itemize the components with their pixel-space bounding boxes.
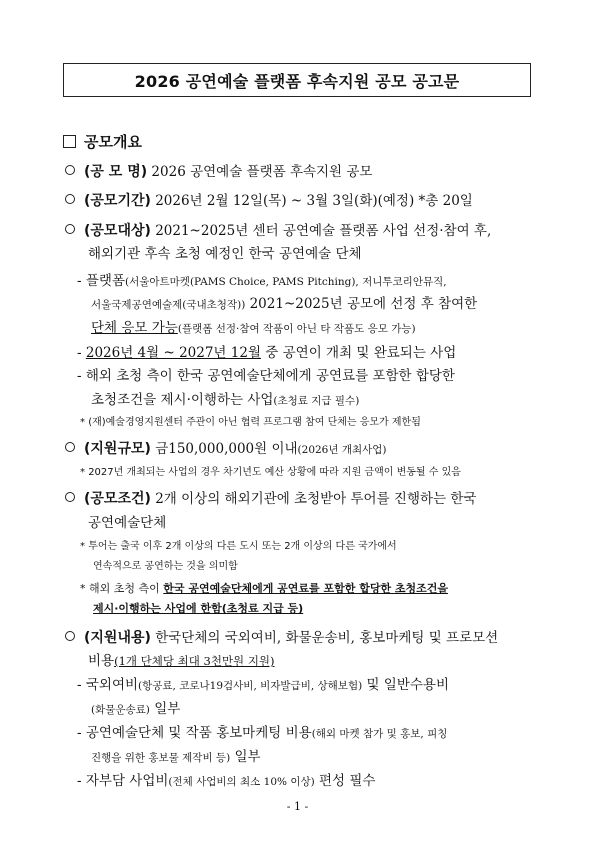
bullet-small: (화물운송료) bbox=[91, 704, 150, 716]
bullet-invite-cont bbox=[91, 388, 359, 408]
bullet-text: 중 공연이 개최 및 완료되는 사업 bbox=[260, 345, 457, 361]
item-text: 2021~2025년 센터 공연예술 플랫폼 사업 선정·참여 후, bbox=[155, 223, 492, 239]
dash-bullet: - bbox=[77, 368, 86, 384]
asterisk: * bbox=[80, 417, 89, 428]
note-restriction bbox=[80, 413, 421, 428]
checkbox-square-icon bbox=[63, 135, 76, 148]
bullet-text: 및 일반수용비 bbox=[362, 677, 450, 693]
bullet-text: 국외여비 bbox=[85, 677, 139, 693]
bullet-small: (초청료 지급 필수) bbox=[273, 395, 360, 407]
bullet-small: 서울국제공연예술제(국내초청작)) bbox=[91, 299, 246, 311]
item-label: (지원규모) bbox=[84, 441, 151, 457]
item-text: 비용 bbox=[88, 653, 115, 669]
item-target bbox=[65, 219, 491, 240]
circle-bullet-icon bbox=[65, 224, 75, 234]
circle-bullet-icon bbox=[65, 442, 75, 452]
item-text-cont: 공연예술단체 bbox=[88, 515, 167, 531]
item-label: (공모대상) bbox=[84, 223, 151, 239]
page-title: 2026 공연예술 플랫폼 후속지원 공모 공고문 bbox=[63, 63, 531, 97]
note-tour bbox=[80, 537, 397, 552]
dash-bullet: - bbox=[77, 345, 86, 361]
circle-bullet-icon bbox=[65, 194, 75, 204]
note-invite-condition-cont bbox=[93, 600, 303, 616]
item-text: 2개 이상의 해외기관에 초청받아 투어를 진행하는 한국 bbox=[155, 491, 477, 507]
bullet-invite bbox=[77, 364, 455, 384]
item-condition bbox=[65, 487, 476, 508]
bullet-marketing-cont bbox=[91, 745, 261, 765]
item-small: (2026년 개최사업) bbox=[297, 444, 387, 456]
bullet-text: 편성 필수 bbox=[314, 773, 376, 789]
bullet-text-underlined: 단체 응모 가능 bbox=[91, 320, 178, 336]
bullet-platform-cont bbox=[91, 292, 477, 312]
bullet-period bbox=[77, 341, 456, 361]
bullet-text: 2021~2025년 공모에 선정 후 참여한 bbox=[245, 296, 478, 312]
dash-bullet: - bbox=[77, 725, 86, 741]
bullet-text: 초청조건을 제시·이행하는 사업 bbox=[91, 392, 274, 408]
bullet-text: 일부 bbox=[149, 701, 181, 717]
asterisk: * bbox=[80, 467, 89, 478]
item-text: 2026 공연예술 플랫폼 후속지원 공모 bbox=[151, 164, 373, 180]
item-name bbox=[65, 160, 372, 181]
circle-bullet-icon bbox=[65, 165, 75, 175]
dash-bullet: - bbox=[77, 773, 86, 789]
note-text: 2027년 개최되는 사업의 경우 차기년도 예산 상황에 따라 지원 금액이 변동될 수 있음 bbox=[88, 467, 461, 478]
item-text-underlined: (1개 단체당 최대 3천만원 지원) bbox=[114, 654, 275, 668]
asterisk: * bbox=[80, 582, 89, 595]
item-label: (공 모 명) bbox=[84, 164, 148, 180]
item-label: (지원내용) bbox=[84, 630, 151, 646]
bullet-small: (서울아트마켓(PAMS Choice, PAMS Pitching), 저니투코리안뮤직, bbox=[124, 276, 447, 288]
bullet-text: 해외 초청 측이 한국 공연예술단체에게 공연료를 포함한 합당한 bbox=[85, 368, 455, 384]
item-text-cont: 해외기관 후속 초청 예정인 한국 공연예술 단체 bbox=[88, 246, 362, 262]
item-period bbox=[65, 189, 473, 210]
note-text-bold: 제시·이행하는 사업에 한함(초청료 지급 등) bbox=[93, 602, 304, 615]
page-number: - 1 - bbox=[286, 800, 309, 813]
item-text: 금150,000,000원 이내 bbox=[155, 441, 298, 457]
item-scale bbox=[65, 437, 387, 458]
section-heading bbox=[63, 131, 142, 152]
circle-bullet-icon bbox=[65, 631, 75, 641]
item-support-cont bbox=[88, 649, 275, 669]
bullet-text-underlined: 2026년 4월 ~ 2027년 12월 bbox=[85, 345, 261, 361]
asterisk: * bbox=[80, 541, 89, 552]
bullet-small: (해외 마켓 참가 및 홍보, 피칭 bbox=[311, 728, 448, 740]
note-text: 투어는 출국 이후 2개 이상의 다른 도시 또는 2개 이상의 다른 국가에서 bbox=[88, 541, 397, 552]
item-support bbox=[65, 626, 498, 647]
bullet-travel bbox=[77, 673, 449, 693]
note-invite-condition bbox=[80, 580, 448, 596]
bullet-self-funding bbox=[77, 769, 375, 789]
item-label: (공모기간) bbox=[84, 193, 151, 209]
bullet-text: 자부담 사업비 bbox=[85, 773, 169, 789]
bullet-small: (전체 사업비의 최소 10% 이상) bbox=[168, 776, 315, 788]
bullet-platform-cont2 bbox=[91, 316, 416, 336]
bullet-text: 플랫폼 bbox=[85, 273, 125, 289]
note-text: (재)예술경영지원센터 주관이 아닌 협력 프로그램 참여 단체는 응모가 제한됨 bbox=[88, 417, 421, 428]
note-text: 해외 초청 측이 bbox=[89, 582, 164, 595]
note-tour-cont: 연속적으로 공연하는 것을 의미함 bbox=[93, 561, 238, 572]
bullet-small: 진행을 위한 홍보물 제작비 등) bbox=[91, 752, 231, 764]
bullet-text: 일부 bbox=[230, 749, 261, 765]
bullet-travel-cont bbox=[91, 697, 180, 717]
dash-bullet: - bbox=[77, 677, 86, 693]
bullet-small: (플랫폼 선정·참여 작품이 아닌 타 작품도 응모 가능) bbox=[177, 323, 416, 335]
section-title: 공모개요 bbox=[84, 133, 142, 151]
item-text: 2026년 2월 12일(목) ~ 3월 3일(화)(예정) *총 20일 bbox=[155, 193, 473, 209]
bullet-text: 공연예술단체 및 작품 홍보마케팅 비용 bbox=[85, 725, 312, 741]
note-scale bbox=[80, 463, 461, 478]
circle-bullet-icon bbox=[65, 492, 75, 502]
bullet-platform bbox=[77, 269, 447, 289]
dash-bullet: - bbox=[77, 273, 86, 289]
bullet-small: (항공료, 코로나19검사비, 비자발급비, 상해보험) bbox=[138, 680, 363, 692]
note-text-bold: 한국 공연예술단체에게 공연료를 포함한 합당한 초청조건을 bbox=[163, 582, 449, 595]
item-label: (공모조건) bbox=[84, 491, 151, 507]
bullet-marketing bbox=[77, 721, 447, 741]
item-text: 한국단체의 국외여비, 화물운송비, 홍보마케팅 및 프로모션 bbox=[155, 630, 499, 646]
